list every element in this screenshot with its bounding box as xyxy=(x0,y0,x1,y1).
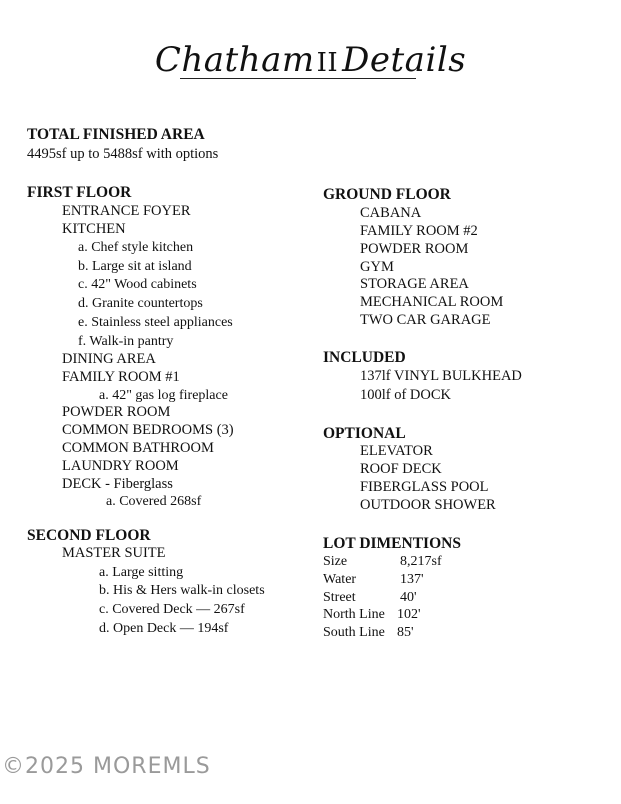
lot-heading: LOT DIMENTIONS xyxy=(323,535,461,552)
deck-item: a. Covered 268sf xyxy=(106,494,202,509)
master-item: c. Covered Deck — 267sf xyxy=(99,602,245,617)
included-item: 137lf VINYL BULKHEAD xyxy=(360,368,522,384)
first-floor-heading: FIRST FLOOR xyxy=(27,184,132,201)
first-floor-dining: DINING AREA xyxy=(62,351,156,367)
master-item: d. Open Deck — 194sf xyxy=(99,621,229,636)
first-floor-bathroom: COMMON BATHROOM xyxy=(62,440,214,456)
lot-value: 85' xyxy=(397,625,414,640)
lot-value: 137' xyxy=(400,572,424,587)
title-underline xyxy=(180,78,416,79)
ground-floor-item: MECHANICAL ROOM xyxy=(360,294,504,310)
master-item: b. His & Hers walk-in closets xyxy=(99,583,265,598)
ground-floor-item: STORAGE AREA xyxy=(360,276,469,292)
optional-item: FIBERGLASS POOL xyxy=(360,479,489,495)
first-floor-deck: DECK - Fiberglass xyxy=(62,476,173,492)
ground-floor-item: FAMILY ROOM #2 xyxy=(360,223,478,239)
ground-floor-item: TWO CAR GARAGE xyxy=(360,312,491,328)
optional-heading: OPTIONAL xyxy=(323,425,406,442)
first-floor-entrance: ENTRANCE FOYER xyxy=(62,203,191,219)
total-area-text: 4495sf up to 5488sf with options xyxy=(27,146,219,162)
second-floor-master: MASTER SUITE xyxy=(62,545,166,561)
first-floor-powder: POWDER ROOM xyxy=(62,404,171,420)
lot-value: 40' xyxy=(400,590,417,605)
kitchen-item: d. Granite countertops xyxy=(78,296,203,311)
lot-value: 8,217sf xyxy=(400,554,442,569)
lot-value: 102' xyxy=(397,607,421,622)
kitchen-item: b. Large sit at island xyxy=(78,259,192,274)
lot-label: Water xyxy=(323,572,357,587)
optional-item: ELEVATOR xyxy=(360,443,433,459)
master-item: a. Large sitting xyxy=(99,565,184,580)
included-item: 100lf of DOCK xyxy=(360,387,452,403)
first-floor-bedrooms: COMMON BEDROOMS (3) xyxy=(62,422,234,438)
watermark: ©2025 MOREMLS xyxy=(2,754,211,779)
total-area-heading: TOTAL FINISHED AREA xyxy=(27,126,205,143)
page-title xyxy=(0,40,621,80)
optional-item: OUTDOOR SHOWER xyxy=(360,497,496,513)
kitchen-item: e. Stainless steel appliances xyxy=(78,315,233,330)
first-floor-kitchen: KITCHEN xyxy=(62,221,126,237)
kitchen-item: a. Chef style kitchen xyxy=(78,240,194,255)
ground-floor-item: POWDER ROOM xyxy=(360,241,469,257)
title-part2: Details xyxy=(342,40,467,80)
first-floor-laundry: LAUNDRY ROOM xyxy=(62,458,179,474)
lot-label: Size xyxy=(323,554,348,569)
ground-floor-item: GYM xyxy=(360,259,394,275)
included-heading: INCLUDED xyxy=(323,349,406,366)
second-floor-heading: SECOND FLOOR xyxy=(27,527,151,544)
kitchen-item: f. Walk-in pantry xyxy=(78,334,174,349)
first-floor-family: FAMILY ROOM #1 xyxy=(62,369,180,385)
title-roman: II xyxy=(316,48,339,78)
title-part1: Chatham xyxy=(154,40,315,80)
family-item: a. 42" gas log fireplace xyxy=(99,388,228,403)
optional-item: ROOF DECK xyxy=(360,461,442,477)
lot-label: South Line xyxy=(323,625,385,640)
lot-label: Street xyxy=(323,590,356,605)
kitchen-item: c. 42" Wood cabinets xyxy=(78,277,197,292)
lot-label: North Line xyxy=(323,607,385,622)
ground-floor-heading: GROUND FLOOR xyxy=(323,186,451,203)
ground-floor-item: CABANA xyxy=(360,205,422,221)
